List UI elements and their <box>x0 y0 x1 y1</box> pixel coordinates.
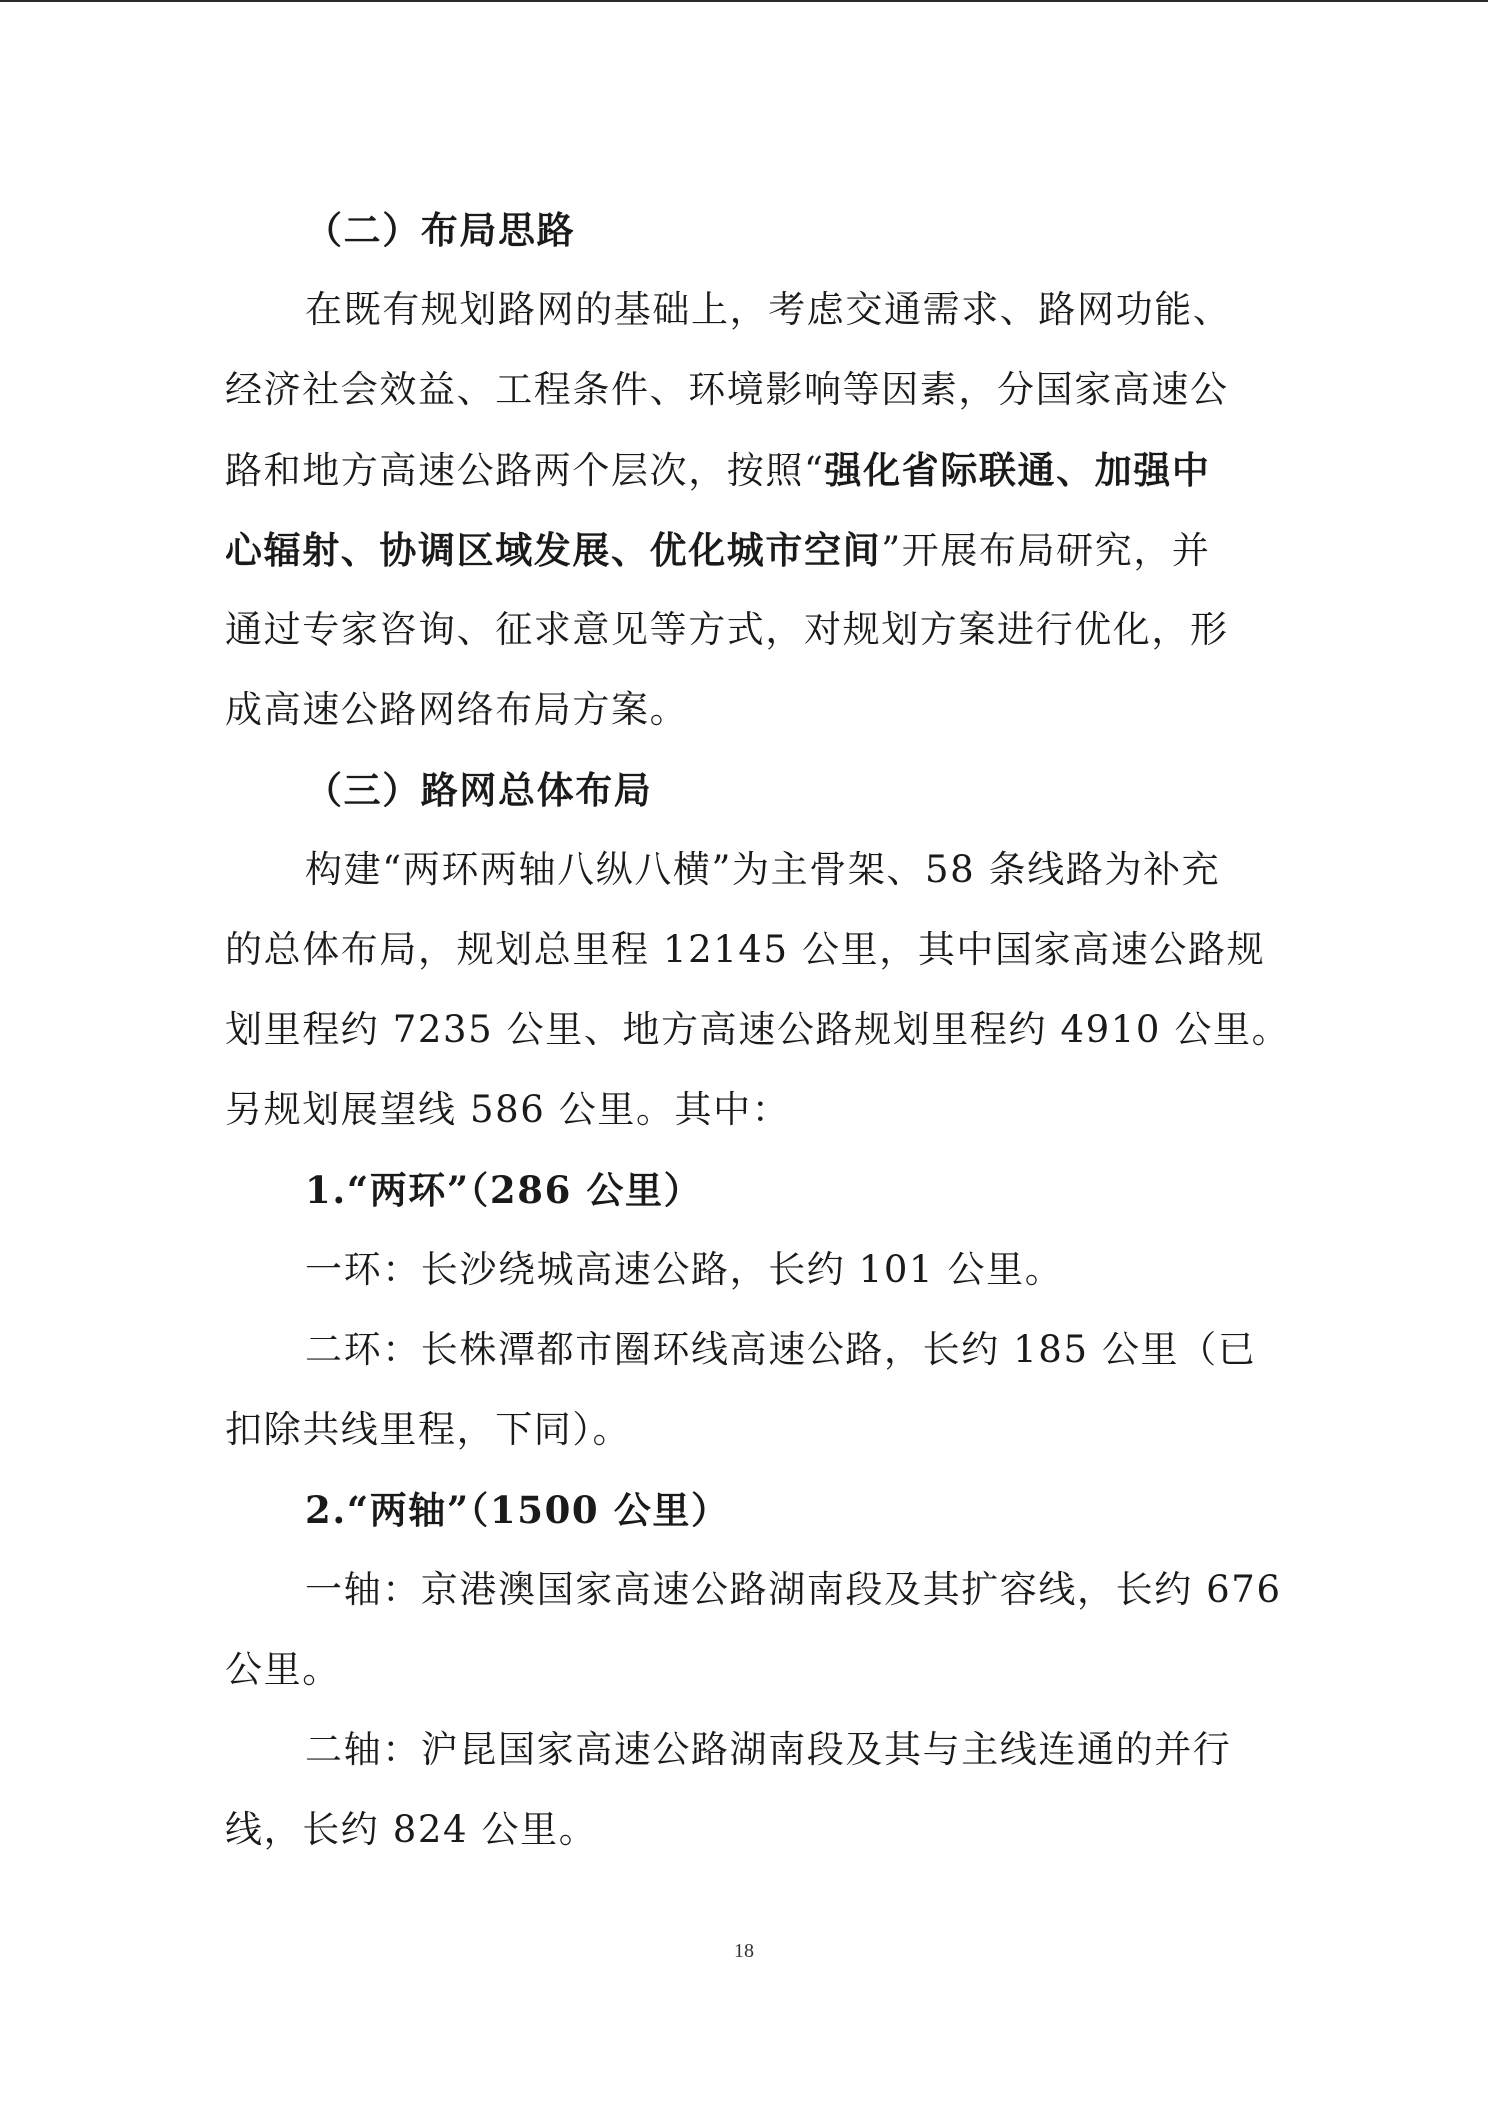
paragraph-text: ”开展布局研究，并 <box>881 529 1211 572</box>
page-number: 18 <box>734 1940 754 1962</box>
section-heading-overall-layout: （三）路网总体布局 <box>305 768 653 812</box>
paragraph-line <box>225 510 1265 590</box>
paragraph-line: 一环：长沙绕城高速公路，长约 101 公里。 <box>305 1248 1064 1291</box>
paragraph-line: 二环：长株潭都市圈环线高速公路，长约 185 公里（已 <box>305 1328 1257 1371</box>
list-heading-two-axes: 2.“两轴”（1500 公里） <box>305 1488 730 1532</box>
paragraph-line: 成高速公路网络布局方案。 <box>225 688 689 731</box>
paragraph-text: 路和地方高速公路两个层次，按照“ <box>225 449 825 492</box>
list-heading-two-rings: 1.“两环”（286 公里） <box>305 1168 703 1212</box>
emphasized-text: 心辐射、协调区域发展、优化城市空间 <box>225 528 882 572</box>
emphasized-text: 强化省际联通、加强中 <box>824 448 1211 492</box>
paragraph-line: 的总体布局，规划总里程 12145 公里，其中国家高速公路规 <box>225 928 1266 971</box>
paragraph-line: 通过专家咨询、征求意见等方式，对规划方案进行优化，形 <box>225 608 1229 651</box>
paragraph-line: 公里。 <box>225 1648 341 1691</box>
paragraph-line: 在既有规划路网的基础上，考虑交通需求、路网功能、 <box>305 288 1232 331</box>
paragraph-line: 扣除共线里程，下同）。 <box>225 1408 632 1451</box>
paragraph-line: 二轴：沪昆国家高速公路湖南段及其与主线连通的并行 <box>305 1728 1232 1771</box>
paragraph-line: 构建“两环两轴八纵八横”为主骨架、58 条线路为补充 <box>305 848 1221 891</box>
paragraph-line: 一轴：京港澳国家高速公路湖南段及其扩容线，长约 676 <box>305 1568 1282 1611</box>
paragraph-line: 另规划展望线 586 公里。其中： <box>225 1088 791 1131</box>
paragraph-line <box>225 430 1265 510</box>
paragraph-line: 经济社会效益、工程条件、环境影响等因素，分国家高速公 <box>225 368 1229 411</box>
document-body <box>225 190 1291 1870</box>
top-border-rule <box>0 0 1488 2</box>
section-heading-layout-approach: （二）布局思路 <box>305 208 576 252</box>
paragraph-line: 划里程约 7235 公里、地方高速公路规划里程约 4910 公里。 <box>225 1008 1291 1051</box>
paragraph-line: 线，长约 824 公里。 <box>225 1808 598 1851</box>
